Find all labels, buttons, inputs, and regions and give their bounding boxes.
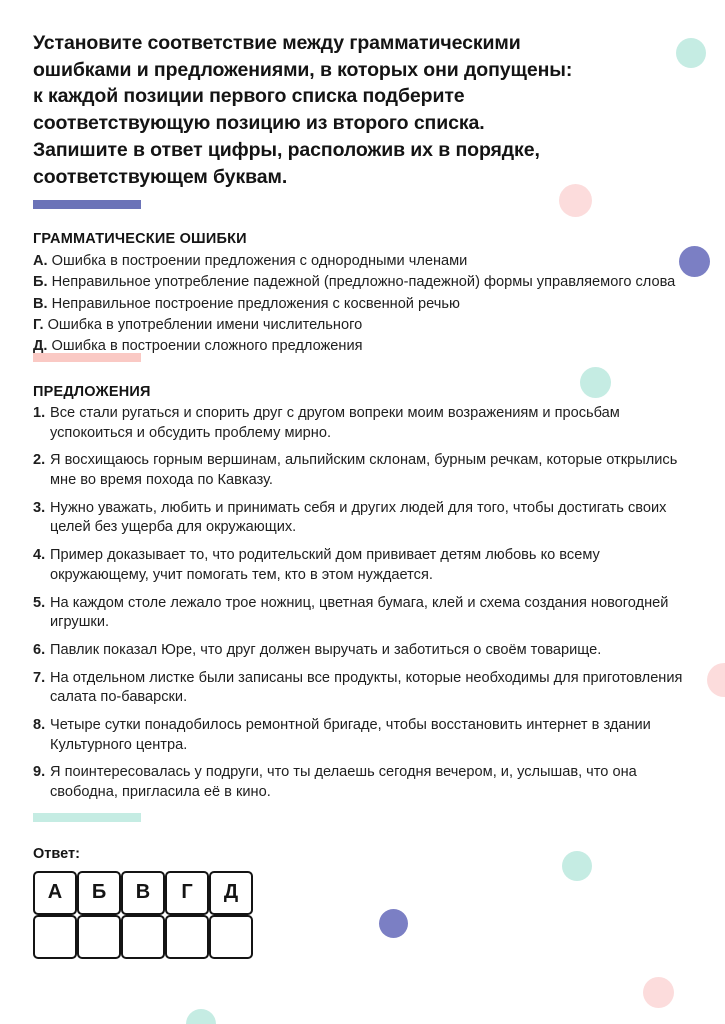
- answer-header-cell: А: [33, 871, 77, 915]
- sentence-number: 2.: [33, 452, 46, 469]
- sentences-list: [33, 404, 692, 803]
- task-prompt-line: Запишите в ответ цифры, расположив их в порядке,: [33, 138, 540, 161]
- sentence-number: 8.: [33, 716, 46, 733]
- answer-table-header-row: [33, 871, 253, 915]
- answer-header-cell: Д: [209, 871, 253, 915]
- error-item: [33, 251, 692, 272]
- answer-header-cell: В: [121, 871, 165, 915]
- task-prompt-line: соответствующем буквам.: [33, 165, 288, 188]
- sentence-number: 1.: [33, 405, 46, 421]
- sentence-text: Я поинтересовалась у подруги, что ты делаешь сегодня вечером, и, услышав, что она свободна, пригласила её в кино.: [50, 764, 637, 800]
- answer-table: [33, 871, 253, 959]
- answer-table-input-row: [33, 915, 253, 959]
- task-prompt-line: Установите соответствие между грамматическими: [33, 32, 521, 54]
- sentence-number: 3.: [33, 499, 46, 516]
- sentence-text: Пример доказывает то, что родительский дом прививает детям любовь ко всему окружающему, учит помогать тем, кто в этом нуждается.: [50, 547, 600, 583]
- error-item: [33, 272, 692, 293]
- sentence-text: Я восхищаюсь горным вершинам, альпийским склонам, бурным речкам, которые открылись мне во время похода по Кавказу.: [50, 452, 678, 489]
- error-item-text: Ошибка в построении предложения с однородными членами: [51, 253, 468, 270]
- answer-input-cell[interactable]: [33, 915, 77, 959]
- error-item-label: Г.: [33, 316, 44, 333]
- error-item: [33, 294, 692, 315]
- error-item-label: А.: [33, 253, 48, 270]
- answer-label: Ответ:: [33, 845, 80, 862]
- task-prompt: [33, 30, 633, 190]
- grammatical-errors-list: [33, 251, 692, 357]
- error-item-text: Ошибка в употреблении имени числительного: [47, 316, 363, 333]
- answer-input-cell[interactable]: [121, 915, 165, 959]
- sentence-text: Все стали ругаться и спорить друг с другом вопреки моим возражениям и просьбам успокоиться и обсудить проблему мирно.: [50, 405, 620, 441]
- answer-input-cell[interactable]: [165, 915, 209, 959]
- sentence-number: 6.: [33, 641, 46, 658]
- sentence-item: [33, 404, 692, 443]
- sentence-number: 5.: [33, 594, 46, 611]
- task-prompt-line: к каждой позиции первого списка подберите: [33, 85, 465, 108]
- answer-header-cell: Б: [77, 871, 121, 915]
- accent-bar-mint: [33, 813, 141, 822]
- circle-pink-bottom-right: [643, 977, 674, 1008]
- sentence-number: 7.: [33, 669, 46, 686]
- error-item-label: Б.: [33, 274, 48, 291]
- sentence-text: На каждом столе лежало трое ножниц, цветная бумага, клей и схема создания новогодней игрушки.: [50, 594, 669, 631]
- grammatical-errors-heading: ГРАММАТИЧЕСКИЕ ОШИБКИ: [33, 231, 247, 248]
- sentence-text: Нужно уважать, любить и принимать себя и других людей для того, чтобы достигать своих целей без ущерба для окружающих.: [50, 499, 667, 536]
- sentence-text: На отдельном листке были записаны все продукты, которые необходимы для приготовления салата по-баварски.: [50, 669, 683, 706]
- error-item: [33, 336, 692, 357]
- sentence-item: [33, 594, 692, 633]
- accent-bar-purple: [33, 200, 141, 209]
- sentence-item: [33, 451, 692, 490]
- sentence-number: 4.: [33, 547, 46, 564]
- answer-input-cell[interactable]: [77, 915, 121, 959]
- sentence-text: Павлик показал Юре, что друг должен выручать и заботиться о своём товарище.: [50, 641, 602, 658]
- answer-header-cell: Г: [165, 871, 209, 915]
- sentence-text: Четыре сутки понадобилось ремонтной бригаде, чтобы восстановить интернет в здании Культурного центра.: [50, 716, 651, 753]
- error-item-text: Неправильное построение предложения с косвенной речью: [51, 295, 460, 312]
- error-item: [33, 315, 692, 336]
- sentence-item: [33, 499, 692, 538]
- sentence-item: [33, 546, 692, 585]
- error-item-text: Ошибка в построении сложного предложения: [51, 337, 363, 354]
- answer-input-cell[interactable]: [209, 915, 253, 959]
- error-item-label: Д.: [33, 337, 48, 354]
- sentences-heading: ПРЕДЛОЖЕНИЯ: [33, 384, 151, 400]
- sentence-number: 9.: [33, 764, 46, 781]
- error-item-label: В.: [33, 295, 48, 312]
- circle-mint-bottom: [186, 1009, 216, 1024]
- sentence-item: [33, 763, 692, 802]
- sentence-item: [33, 669, 692, 708]
- sentence-item: [33, 641, 692, 661]
- error-item-text: Неправильное употребление падежной (предложно-падежной) формы управляемого слова: [51, 274, 676, 291]
- task-prompt-line: соответствующую позицию из второго списка.: [33, 112, 485, 135]
- sentence-item: [33, 716, 692, 755]
- task-prompt-line: ошибками и предложениями, в которых они допущены:: [33, 58, 573, 81]
